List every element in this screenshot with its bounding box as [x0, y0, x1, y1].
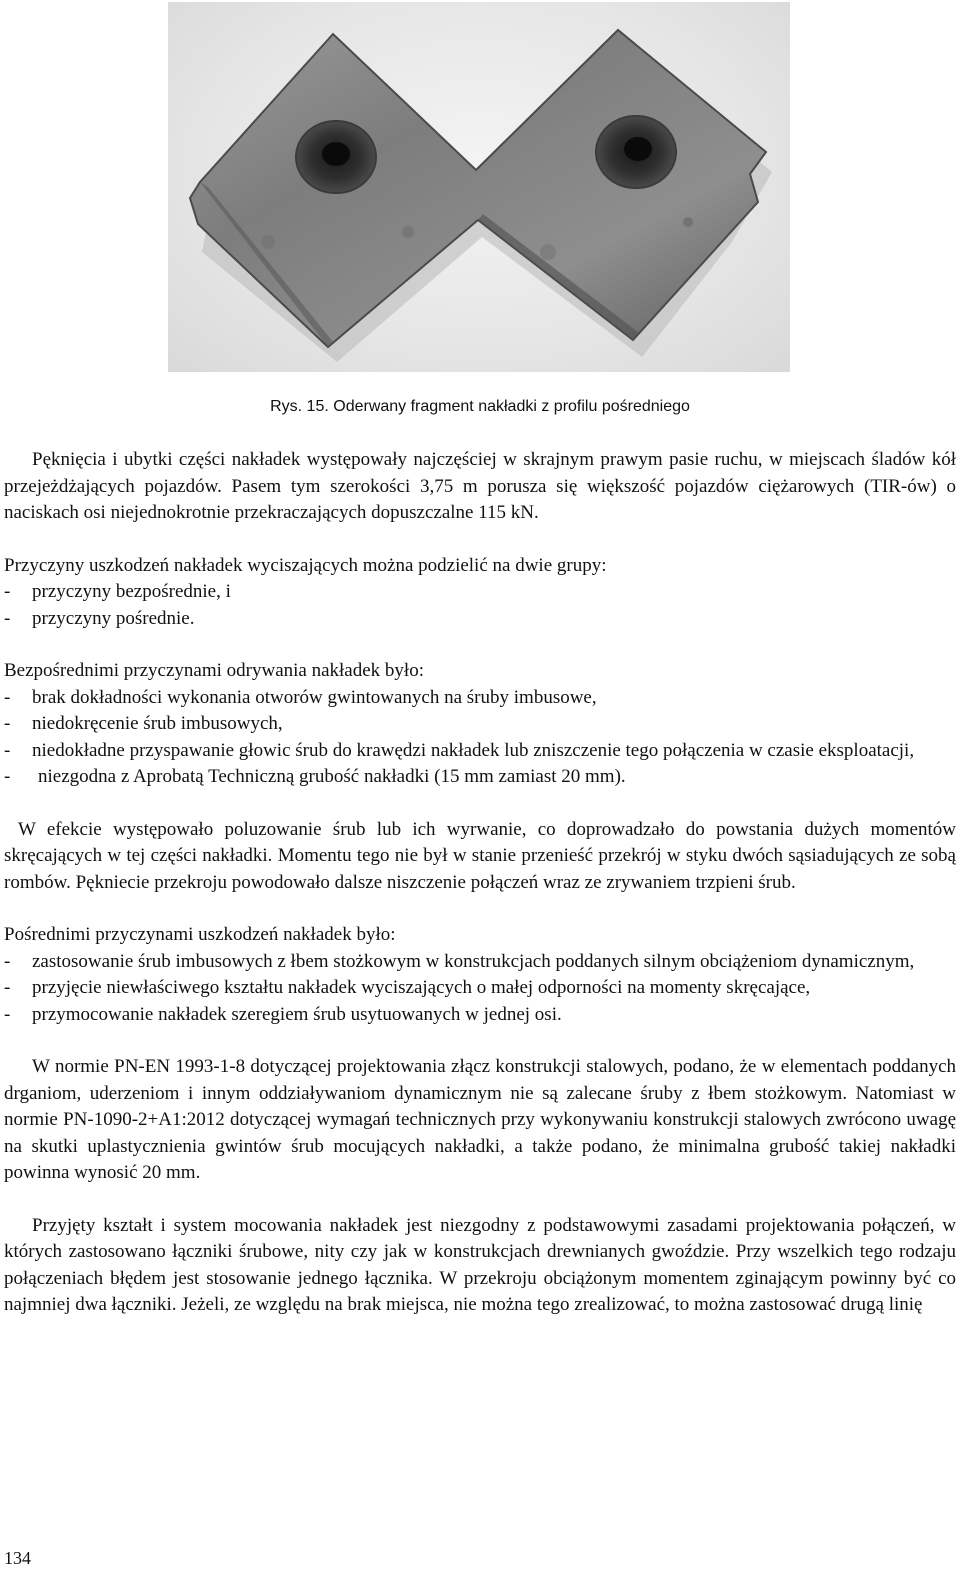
list-item: [4, 606, 956, 633]
list-item: [4, 764, 956, 791]
list-item: [4, 579, 956, 606]
list-dash: -: [4, 581, 11, 602]
paragraph-4: W efekcie występowało poluzowanie śrub lub ich wyrwanie, co doprowadzało do powstania dużych momentów skręcających w tej części nakładki. Momentu tego nie był w stanie przenieść przekrój w styku dwóch sąsiadujących ze sobą rombów. Pękniecie przekroju powodowało dalsze niszczenie połączeń wraz ze zrywaniem trzpieni śrub.: [4, 818, 956, 893]
paragraph-1: Pęknięcia i ubytki części nakładek występowały najczęściej w skrajnym prawym pasie ruchu, w miejscach śladów kół przejeżdżających pojazdów. Pasem tym szerokości 3,75 m porusza się większość pojazdów ciężarowych (TIR-ów) o naciskach osi niejednokrotnie przekraczających dopuszczalne 115 kN.: [4, 449, 956, 523]
paragraph-3-intro: Bezpośrednimi przyczynami odrywania nakładek było:: [4, 660, 424, 681]
list-dash: -: [4, 713, 11, 734]
list-item-text: niedokładne przyspawanie głowic śrub do krawędzi nakładek lub zniszczenie tego połączenia w czasie eksploatacji,: [32, 739, 915, 761]
list-item-text: przyjęcie niewłaściwego kształtu nakładek wyciszających o małej odporności na momenty skręcające,: [32, 977, 811, 998]
list-item: [4, 711, 956, 738]
figure-caption: Rys. 15. Oderwany fragment nakładki z profilu pośredniego: [270, 398, 690, 415]
list-item: [4, 738, 956, 765]
list-dash: -: [4, 977, 11, 998]
list-dash: -: [4, 739, 11, 761]
list-item: [4, 685, 956, 712]
list-item: [4, 949, 956, 976]
paragraph-5-intro: Pośrednimi przyczynami uszkodzeń nakładek było:: [4, 924, 396, 945]
list-item-text: przyczyny bezpośrednie, i: [32, 581, 231, 602]
metal-plate-fragment-image: [168, 2, 790, 372]
paragraph-2-intro: Przyczyny uszkodzeń nakładek wyciszających można podzielić na dwie grupy:: [4, 554, 607, 576]
list-dash: -: [4, 686, 11, 708]
list-item: [4, 975, 956, 1002]
list-dash: -: [4, 766, 11, 787]
list-item-text: brak dokładności wykonania otworów gwintowanych na śruby imbusowe,: [32, 686, 597, 708]
list-item-text: przymocowanie nakładek szeregiem śrub usytuowanych w jednej osi.: [32, 1003, 562, 1025]
figure-photo: [168, 2, 790, 372]
list-dash: -: [4, 1003, 11, 1025]
paragraph-6: W normie PN-EN 1993-1-8 dotyczącej projektowania złącz konstrukcji stalowych, podano, że w elementach poddanych drganiom, uderzeniom i innym oddziaływaniom dynamicznym nie są zalecane śruby z łbem stożkowym. Natomiast w normie PN-1090-2+A1:2012 dotyczącej wymagań technicznych przy wykonywaniu konstrukcji stalowych zwrócono uwagę na skutki uplastycznienia gwintów śrub mocujących nakładki, a także podano, że minimalna grubość takiej nakładki powinna wynosić 20 mm.: [4, 1056, 956, 1183]
list-item-text: zastosowanie śrub imbusowych z łbem stożkowym w konstrukcjach poddanych silnym obciążeniom dynamicznym,: [32, 950, 915, 972]
list-item: [4, 1002, 956, 1029]
list-item-text: przyczyny pośrednie.: [32, 607, 195, 629]
paragraph-7: Przyjęty kształt i system mocowania nakładek jest niezgodny z podstawowymi zasadami projektowania połączeń, w których zastosowano łączniki śrubowe, nity czy jak w konstrukcjach drewnianych gwoździe. Przy wszelkich tego rodzaju połączeniach błędem jest stosowanie jednego łącznika. W przekroju obciążonym momentem zginającym powinny być co najmniej dwa łączniki. Jeżeli, ze względu na brak miejsca, nie można tego zrealizować, to można zastosować drugą linię: [4, 1214, 956, 1315]
list-item-text: niedokręcenie śrub imbusowych,: [32, 713, 283, 734]
list-dash: -: [4, 607, 11, 629]
page-number: 134: [4, 1548, 31, 1568]
list-item-text: niezgodna z Aprobatą Techniczną grubość nakładki (15 mm zamiast 20 mm).: [38, 766, 626, 787]
document-body: [4, 447, 956, 1319]
list-dash: -: [4, 950, 11, 972]
